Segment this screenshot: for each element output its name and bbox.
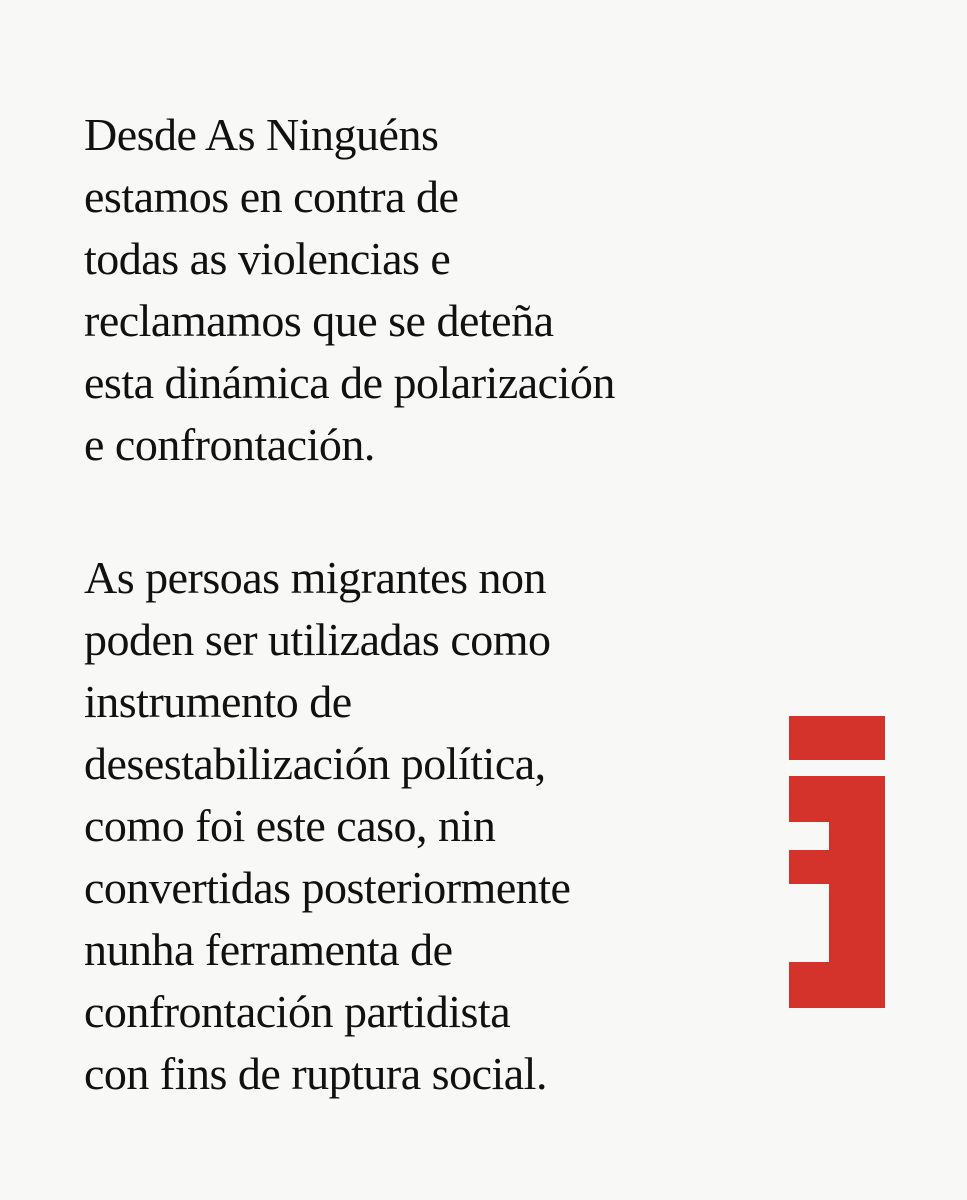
text-line: con fins de ruptura social.	[84, 1048, 547, 1099]
text-line: e confrontación.	[84, 419, 375, 470]
text-line: desestabilización política,	[84, 738, 546, 789]
text-line: estamos en contra de	[84, 171, 459, 222]
logo-top-bar	[789, 716, 885, 760]
text-line: As persoas migrantes non	[84, 552, 546, 603]
text-line: todas as violencias e	[84, 233, 451, 284]
text-line: nunha ferramenta de	[84, 924, 453, 975]
statement-paragraph-2	[84, 547, 744, 1105]
text-line: reclamamos que se deteña	[84, 295, 554, 346]
text-line: Desde As Ninguéns	[84, 109, 439, 160]
as-ninguens-logo-icon	[789, 716, 885, 1008]
text-line: como foi este caso, nin	[84, 800, 496, 851]
logo-shape	[789, 716, 885, 1008]
statement-paragraph-1	[84, 104, 744, 476]
text-line: convertidas posteriormente	[84, 862, 571, 913]
text-line: esta dinámica de polarización	[84, 357, 615, 408]
logo-body	[789, 776, 885, 1008]
text-line: poden ser utilizadas como	[84, 614, 551, 665]
text-line: confrontación partidista	[84, 986, 511, 1037]
text-line: instrumento de	[84, 676, 352, 727]
